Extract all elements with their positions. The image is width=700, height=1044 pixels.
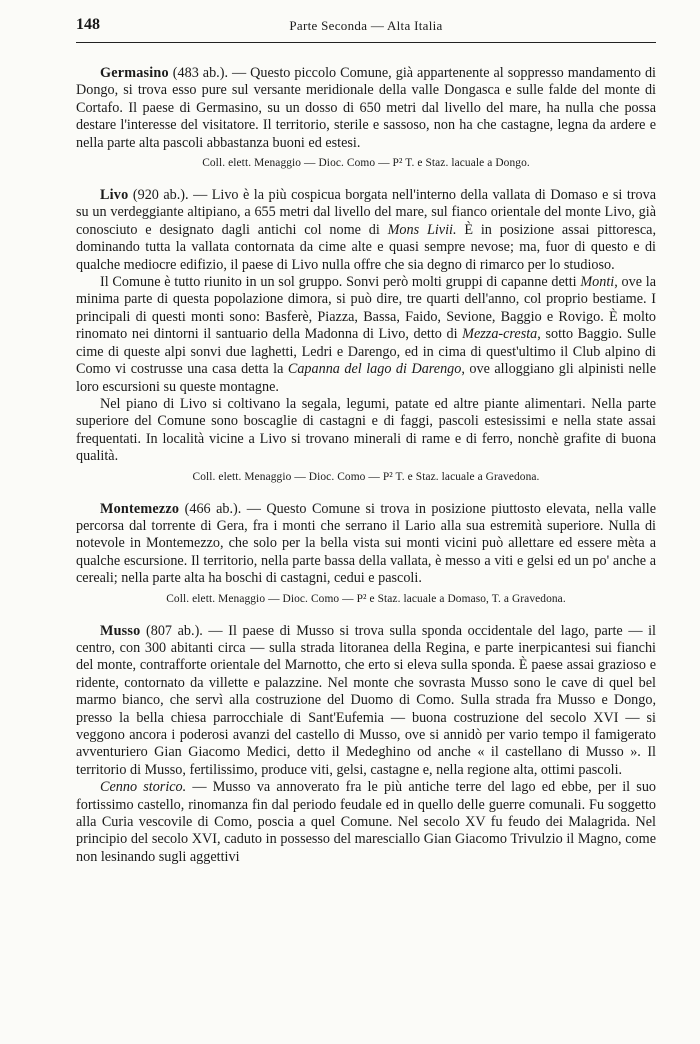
entry-title: Germasino <box>100 65 169 81</box>
header-rule <box>76 42 656 43</box>
page-number: 148 <box>76 16 100 33</box>
livo-paragraph-2: Il Comune è tutto riunito in un sol gruppo. Sonvi però molti gruppi di capanne detti Monti, ove la minima parte di questa popolazione dimora, si può dire, tre quarti dell'anno, col proprio bestiame. I principali di questi monti sono: Basferè, Piazza, Bassa, Faido, Sevione, Baggio e Rovigo. È molto rinomato nei dintorni il santuario della Madonna di Livo, detto di Mezza-cresta, sotto Baggio. Sulle cime di queste alpi sonvi due laghetti, Ledri e Darengo, ed in cima di quest'ultimo il Club alpino di Como vi costrusse una casa detta la Capanna del lago di Darengo, ove alloggiano gli alpinisti nelle loro escursioni su queste montagne. <box>76 274 657 395</box>
entry-title: Livo <box>100 187 129 204</box>
entry-title: Montemezzo <box>100 500 180 517</box>
entry-germasino <box>76 65 656 169</box>
germasino-paragraph: Germasino (483 ab.). — Questo piccolo Comune, già appartenente al soppresso mandamento di Dongo, si trova esso pure sul versante meridionale della valle Dongasca e sulle falde del monte di Cortafo. Il paese di Germasino, su un dosso di 650 metri dal livello del mare, ha nulla che possa destare l'interesse del visitatore. Il territorio, sterile e sassoso, non ha che castagne, legna da ardere e nella parte alta pascoli abbastanza buoni ed estesi. <box>76 65 656 151</box>
entry-livo <box>76 187 656 483</box>
musso-paragraph-1: Musso (807 ab.). — Il paese di Musso si trova sulla sponda occidentale del lago, parte — il centro, con 300 abitanti circa — sulla strada litoranea della Regina, e parte inerpicantesi sui fianchi del monte, contrafforte orientale del Marnotto, che erto si eleva sulla sponda. È paese assai grazioso e ridente, contornato da villette e palazzine. Nel monte che sovrasta Musso sono le cave di quel bel marmo bianco, che servì alla costruzione del Duomo di Como. Sulla strada fra Musso e Dongo, presso la bella chiesa parrocchiale di Sant'Eufemia — buona costruzione del secolo XVI — si veggono ancora i poderosi avanzi del castello di Musso, ove si annidò per vario tempo il famigerato avventuriero Gian Giacomo Medici, detto il Medeghino od anche « il castellano di Musso ». Il territorio di Musso, fertilissimo, produce viti, gelsi, castagne e, nella regione alta, ottimi pascoli. <box>76 622 656 778</box>
livo-paragraph-3: Nel piano di Livo si coltivano la segala, legumi, patate ed altre piante alimentari. Nella parte superiore del Comune sono boscaglie di castagni e di faggi, pascoli estesissimi e nella state assai frequentati. In località vicine a Livo si trovano minerali di rame e di ferro, nonchè grafite di buona qualità. <box>76 395 656 465</box>
livo-paragraph-1: Livo (920 ab.). — Livo è la più cospicua borgata nell'interno della vallata di Domaso e si trova su un verdeggiante altipiano, a 655 metri dal livello del mare, sul fianco orientale del monte Livo, già conosciuto e designato dagli antichi col nome di Mons Livii. È in posizione assai pittoresca, dominando tutta la vallata contornata da cime alte e quasi sempre nevose; ma, fuor di questo e di qualche mediocre edifizio, il paese di Livo nulla offre che sia degno di rimarco per lo studioso. <box>76 187 656 273</box>
entry-montemezzo <box>76 501 656 605</box>
running-title: Parte Seconda — Alta Italia <box>289 18 443 33</box>
electoral-note: Coll. elett. Menaggio — Dioc. Como — P² T. e Staz. lacuale a Gravedona. <box>192 470 540 483</box>
entry-title: Musso <box>100 622 141 639</box>
electoral-note: Coll. elett. Menaggio — Dioc. Como — P² e Staz. lacuale a Domaso, T. a Gravedona. <box>166 592 566 605</box>
page-header <box>76 14 656 38</box>
entry-musso <box>76 623 656 867</box>
montemezzo-paragraph: Montemezzo (466 ab.). — Questo Comune si trova in posizione piuttosto elevata, nella valle percorsa dal torrente di Gera, fra i monti che serrano il Lario alla sua estremità superiore. Nulla di notevole in Montemezzo, che solo per la bella vista sui monti vicini può allettare ed essere mèta a qualche escursione. Il territorio, nella parte bassa della vallata, è messo a viti e gelsi ed un po' anche a cereali; nella parte alta ha boschi di castagni, cedui e pascoli. <box>76 500 656 587</box>
electoral-note: Coll. elett. Menaggio — Dioc. Como — P² T. e Staz. lacuale a Dongo. <box>202 157 530 170</box>
musso-paragraph-2: Cenno storico. — Musso va annoverato fra le più antiche terre del lago ed ebbe, per il suo fortissimo castello, rinomanza fin dal periodo feudale ed in quello delle guerre comunali. Fu soggetto alla Curia vescovile di Como, poscia a quel Comune. Nel secolo XV fu feudo dei Malagrida. Nel principio del secolo XVI, caduto in possesso del maresciallo Gian Giacomo Trivulzio il Magno, come non lesinando sugli aggettivi <box>76 779 657 865</box>
